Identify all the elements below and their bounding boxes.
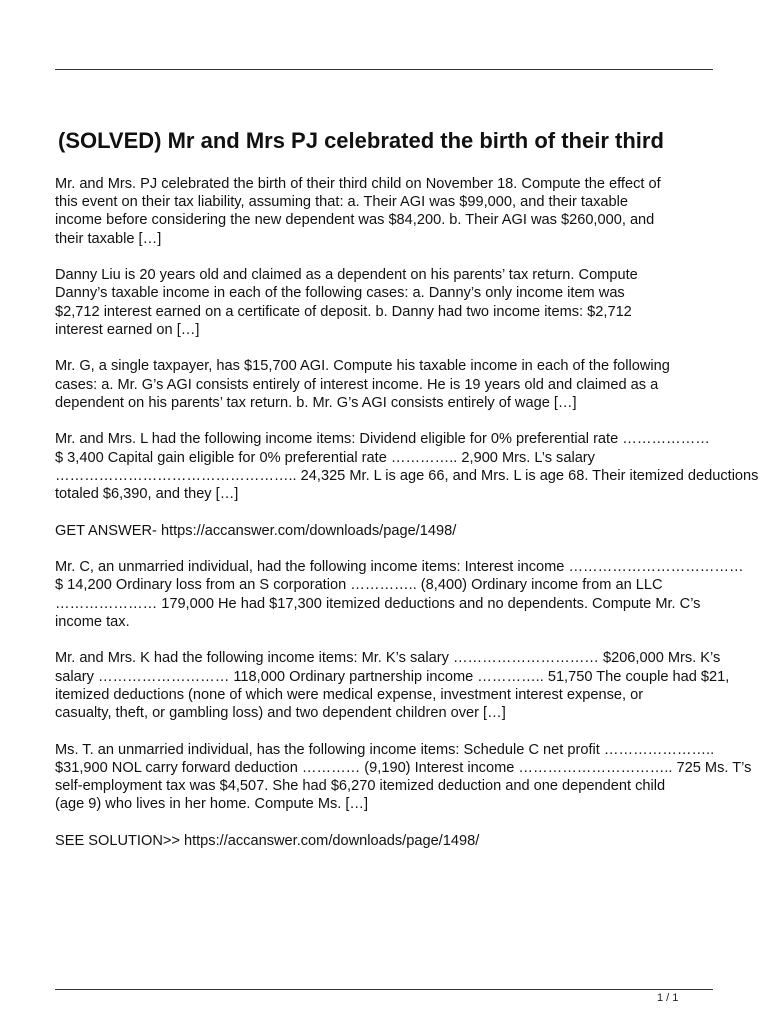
paragraph [55, 522, 768, 540]
paragraph [55, 175, 768, 248]
paragraph [55, 266, 768, 339]
paragraph-line: interest earned on […] [55, 321, 200, 338]
paragraph-line: dependent on his parents’ tax return. b. Mr. G’s AGI consists entirely of wage […] [55, 394, 577, 411]
paragraph-line: ………………………………………….. 24,325 Mr. L is age 66, and Mrs. L is age 68. Their itemized deductions [55, 467, 759, 484]
paragraph-line: Danny’s taxable income in each of the following cases: a. Danny’s only income item was [55, 285, 625, 302]
paragraph-line: cases: a. Mr. G’s AGI consists entirely of interest income. He is 19 years old and claimed as a [55, 376, 659, 393]
paragraph [55, 832, 768, 850]
top-divider [55, 69, 713, 70]
paragraph [55, 430, 768, 503]
paragraph-line: casualty, theft, or gambling loss) and two dependent children over […] [55, 705, 506, 722]
paragraph-line: $31,900 NOL carry forward deduction ………… (9,190) Interest income ………………………….. 725 Ms. T’s [55, 759, 752, 776]
paragraph-line: $2,712 interest earned on a certificate of deposit. b. Danny had two income items: $2,712 [55, 303, 632, 320]
paragraph-line: salary ……………………… 118,000 Ordinary partnership income ………….. 51,750 The couple had $21, [55, 668, 730, 685]
document-body [55, 175, 768, 868]
paragraph-line: Ms. T. an unmarried individual, has the following income items: Schedule C net profit ………………….. [55, 741, 715, 758]
paragraph-line: ………………… 179,000 He had $17,300 itemized deductions and no dependents. Compute Mr. C’s [55, 595, 701, 612]
paragraph [55, 558, 768, 631]
paragraph-line: Mr. and Mrs. PJ celebrated the birth of their third child on November 18. Compute the effect of [55, 176, 661, 192]
paragraph-line: self-employment tax was $4,507. She had $6,270 itemized deduction and one dependent child [55, 778, 666, 795]
paragraph-line: income tax. [55, 613, 130, 630]
paragraph-line: totaled $6,390, and they […] [55, 486, 239, 503]
paragraph-line: SEE SOLUTION>> https://accanswer.com/downloads/page/1498/ [55, 832, 480, 849]
paragraph-line: Mr. G, a single taxpayer, has $15,700 AGI. Compute his taxable income in each of the following [55, 358, 670, 375]
paragraph-line: this event on their tax liability, assuming that: a. Their AGI was $99,000, and their taxable [55, 194, 628, 211]
document-title: (SOLVED) Mr and Mrs PJ celebrated the birth of their third [58, 128, 664, 153]
paragraph-line: $ 3,400 Capital gain eligible for 0% preferential rate ………….. 2,900 Mrs. L’s salary [55, 449, 595, 466]
paragraph [55, 649, 768, 722]
paragraph [55, 357, 768, 412]
paragraph-line: (age 9) who lives in her home. Compute Ms. […] [55, 796, 369, 813]
paragraph [55, 741, 768, 814]
paragraph-line: $ 14,200 Ordinary loss from an S corporation ………….. (8,400) Ordinary income from an LLC [55, 577, 663, 594]
paragraph-line: Mr. and Mrs. K had the following income items: Mr. K’s salary ………………………… $206,000 Mrs. K’s [55, 650, 721, 667]
paragraph-line: GET ANSWER- https://accanswer.com/downloads/page/1498/ [55, 522, 457, 539]
paragraph-line: itemized deductions (none of which were medical expense, investment interest expense, or [55, 686, 644, 703]
paragraph-line: Mr. C, an unmarried individual, had the following income items: Interest income ……………………………… [55, 559, 744, 576]
bottom-divider [55, 989, 713, 990]
paragraph-line: their taxable […] [55, 230, 162, 247]
paragraph-line: income before considering the new dependent was $84,200. b. Their AGI was $260,000, and [55, 212, 655, 229]
page-number: 1 / 1 [657, 992, 679, 1004]
paragraph-line: Danny Liu is 20 years old and claimed as a dependent on his parents’ tax return. Compute [55, 267, 638, 284]
paragraph-line: Mr. and Mrs. L had the following income items: Dividend eligible for 0% preferential rate ……………… [55, 431, 710, 448]
